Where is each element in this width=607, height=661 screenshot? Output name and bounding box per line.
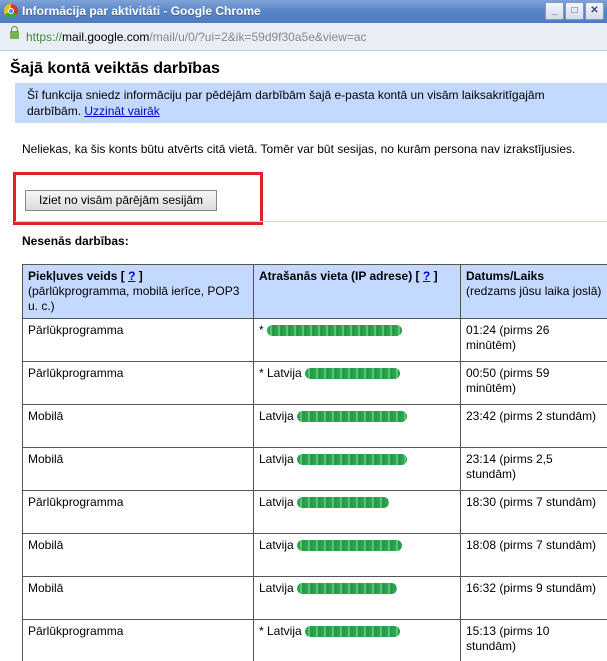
table-row: [23, 362, 607, 405]
header-access-type-title: Piekļuves veids: [28, 269, 118, 283]
location-cell: [254, 577, 461, 620]
logout-all-sessions-button[interactable]: Iziet no visām pārējām sesijām: [25, 190, 217, 211]
url-host: mail.google.com: [62, 30, 150, 44]
info-text: Šī funkcija sniedz informāciju par pēdējām darbībām šajā e-pasta kontā un visām laiksakritīgajām darbībām.: [27, 88, 545, 118]
access-type-cell: Pārlūkprogramma: [23, 620, 254, 661]
header-access-type-sub: (pārlūkprogramma, mobilā ierīce, POP3 u. c.): [28, 284, 240, 313]
access-type-cell: Mobilā: [23, 577, 254, 620]
time-cell: 15:13 (pirms 10 stundām): [461, 620, 607, 661]
redacted-ip: [267, 325, 402, 336]
table-row: [23, 534, 607, 577]
redacted-ip: [297, 454, 407, 465]
address-bar[interactable]: [0, 23, 607, 51]
table-row: [23, 577, 607, 620]
location-cell: [254, 319, 461, 362]
redacted-ip: [297, 540, 402, 551]
header-datetime-sub: (redzams jūsu laika joslā): [466, 284, 602, 298]
time-cell: 23:42 (pirms 2 stundām): [461, 405, 607, 448]
access-type-cell: Pārlūkprogramma: [23, 319, 254, 362]
time-cell: 00:50 (pirms 59 minūtēm): [461, 362, 607, 405]
location-text: Latvija: [259, 409, 294, 423]
activity-table: [22, 264, 607, 661]
access-type-help-link[interactable]: ?: [128, 269, 136, 283]
session-warning: Neliekas, ka šis konts būtu atvērts citā vietā. Tomēr var būt sesijas, no kurām persona nav izrakstījusies.: [22, 142, 576, 156]
header-location: Atrašanās vieta (IP adrese) [ ? ]: [254, 265, 461, 319]
time-cell: 23:14 (pirms 2,5 stundām): [461, 448, 607, 491]
table-row: [23, 491, 607, 534]
access-type-cell: Pārlūkprogramma: [23, 491, 254, 534]
location-cell: [254, 491, 461, 534]
header-location-title: Atrašanās vieta (IP adrese): [259, 269, 413, 283]
redacted-ip: [297, 411, 407, 422]
access-type-cell: Mobilā: [23, 448, 254, 491]
access-type-cell: Pārlūkprogramma: [23, 362, 254, 405]
page-content: [0, 51, 607, 661]
header-datetime: [461, 265, 607, 319]
location-text: * Latvija: [259, 624, 302, 638]
learn-more-link[interactable]: Uzzināt vairāk: [84, 104, 160, 118]
lock-icon: [10, 31, 19, 39]
table-row: [23, 405, 607, 448]
location-cell: [254, 620, 461, 661]
location-cell: [254, 405, 461, 448]
location-text: Latvija: [259, 495, 294, 509]
time-cell: 16:32 (pirms 9 stundām): [461, 577, 607, 620]
location-cell: [254, 362, 461, 405]
table-header-row: [23, 265, 607, 319]
table-row: [23, 448, 607, 491]
close-button[interactable]: ✕: [585, 2, 604, 20]
access-type-cell: Mobilā: [23, 534, 254, 577]
window-titlebar: [0, 0, 607, 23]
divider: [15, 221, 607, 222]
url-path: /mail/u/0/?ui=2&ik=59d9f30a5e&view=ac: [149, 30, 367, 44]
url-text[interactable]: [26, 30, 367, 44]
minimize-button[interactable]: _: [545, 2, 564, 20]
location-text: Latvija: [259, 452, 294, 466]
info-box: [15, 83, 607, 123]
recent-activity-label: Nesenās darbības:: [22, 234, 129, 248]
location-text: Latvija: [259, 581, 294, 595]
location-text: * Latvija: [259, 366, 302, 380]
redacted-ip: [297, 583, 397, 594]
location-text: *: [259, 323, 264, 337]
redacted-ip: [305, 368, 400, 379]
redacted-ip: [305, 626, 400, 637]
header-access-type: Piekļuves veids [ ? ] (pārlūkprogramma, mobilā ierīce, POP3 u. c.): [23, 265, 254, 319]
header-datetime-title: Datums/Laiks: [466, 269, 545, 283]
redacted-ip: [297, 497, 389, 508]
table-row: [23, 319, 607, 362]
chrome-icon: [4, 4, 18, 18]
maximize-button[interactable]: □: [565, 2, 584, 20]
access-type-cell: Mobilā: [23, 405, 254, 448]
location-text: Latvija: [259, 538, 294, 552]
table-row: [23, 620, 607, 661]
location-cell: [254, 534, 461, 577]
time-cell: 18:30 (pirms 7 stundām): [461, 491, 607, 534]
window-title: Informācija par aktivitāti - Google Chrome: [22, 4, 261, 18]
time-cell: 01:24 (pirms 26 minūtēm): [461, 319, 607, 362]
location-cell: [254, 448, 461, 491]
page-title: Šajā kontā veiktās darbības: [10, 60, 220, 77]
location-help-link[interactable]: ?: [422, 269, 431, 283]
url-scheme: https://: [26, 30, 63, 44]
time-cell: 18:08 (pirms 7 stundām): [461, 534, 607, 577]
